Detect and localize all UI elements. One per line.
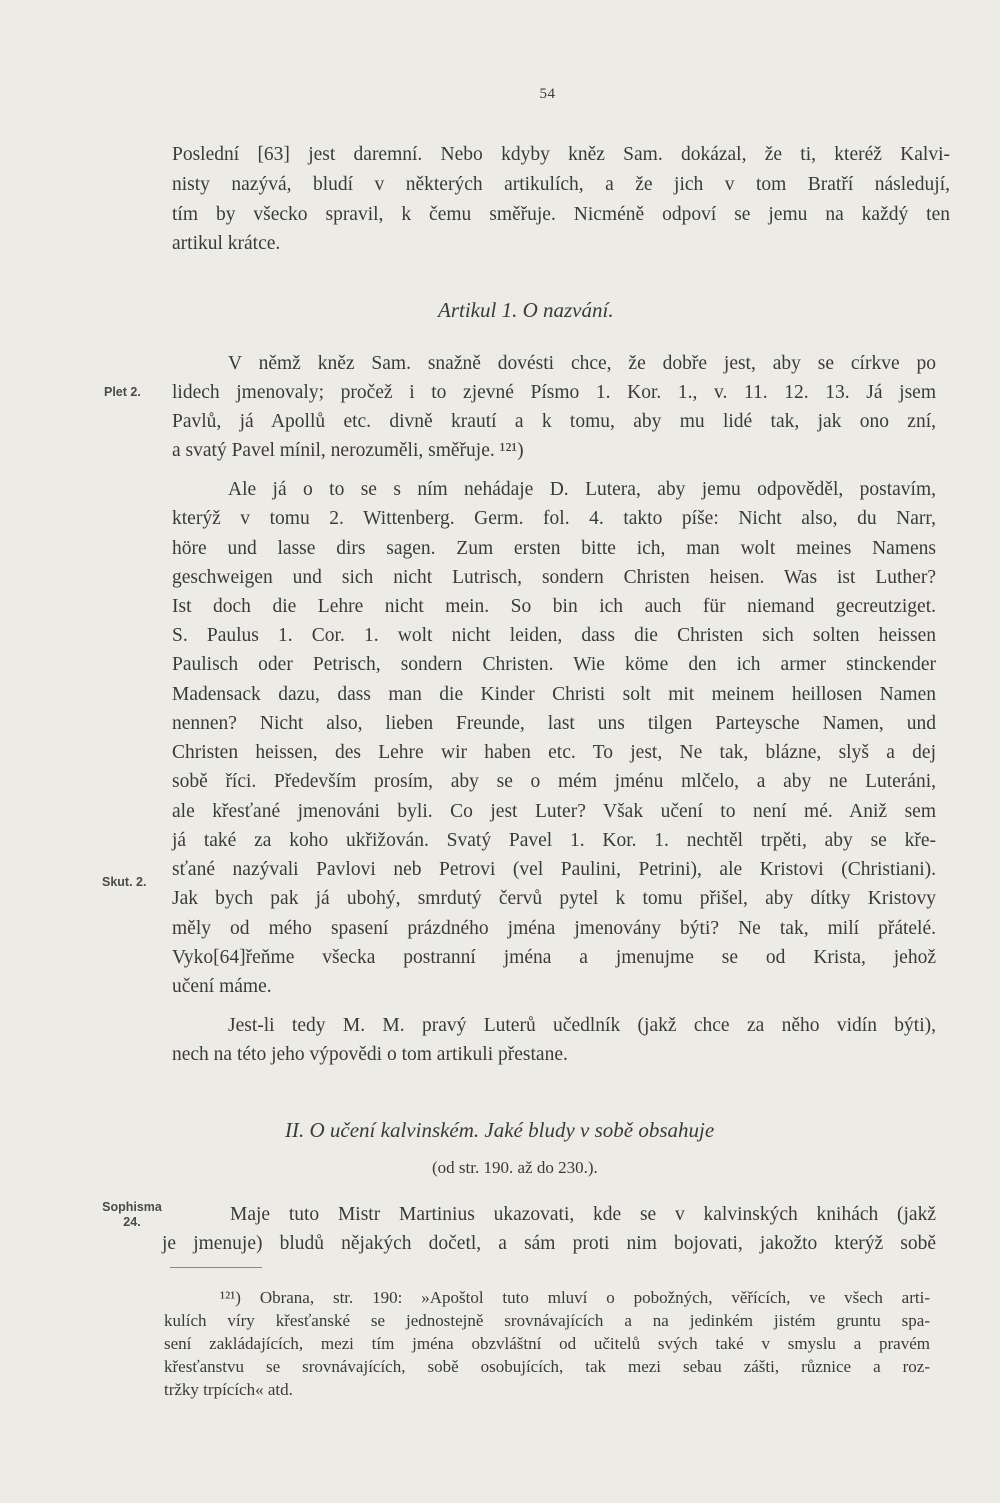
text-line: Poslední [63] jest daremní. Nebo kdyby kněz Sam. dokázal, že ti, kteréž Kalvi- (172, 144, 950, 165)
margin-note-sophisma-label: Sophisma (102, 1200, 162, 1214)
text-line: sobě říci. Především prosím, aby se o mém jménu mlčelo, a aby ne Luteráni, (172, 771, 936, 792)
text-line: höre und lasse dirs sagen. Zum ersten bitte ich, man wolt meines Namens (172, 538, 936, 559)
text-line: tím by všecko spravil, k čemu směřuje. Nicméně odpoví se jemu na každý ten (172, 204, 950, 225)
footnote-line: tržky trpících« atd. (164, 1380, 293, 1399)
section-subheading: (od str. 190. až do 230.). (432, 1158, 598, 1177)
text-line: je jmenuje) bludů nějakých dočetl, a sám proti nim bojovati, jakožto kterýž sobě (162, 1233, 936, 1254)
text-line: Ale já o to se s ním nehádaje D. Lutera, aby jemu odpověděl, postavím, (228, 479, 936, 500)
text-line: nech na této jeho výpovědi o tom artikuli přestane. (172, 1044, 568, 1065)
text-line: nennen? Nicht also, lieben Freunde, last uns tilgen Parteysche Namen, und (172, 713, 936, 734)
margin-note-sophisma-number: 24. (123, 1215, 141, 1229)
footnote-rule (170, 1267, 262, 1268)
margin-note-sophisma (92, 1200, 172, 1230)
text-line: Paulisch oder Petrisch, sondern Christen. Wie köme den ich armer stinckender (172, 654, 936, 675)
page-number: 54 (539, 86, 556, 102)
text-line: S. Paulus 1. Cor. 1. wolt nicht leiden, dass die Christen sich solten heissen (172, 625, 936, 646)
text-line: sťané nazývali Pavlovi neb Petrovi (vel Paulini, Petrini), ale Kristovi (Christiani). (172, 859, 936, 880)
text-line: Jak bych pak já ubohý, smrdutý červů pytel k tomu přišel, aby dítky Kristovy (172, 888, 936, 909)
text-line: V němž kněz Sam. snažně dovésti chce, že dobře jest, aby se církve po (228, 353, 936, 374)
footnote-line: sení zakládajících, mezi tím jména obzvláštní od učitelů svých také v smyslu a pravém (164, 1334, 930, 1353)
footnote-line: křesťanstvu se srovnávajících, sobě osobujících, tak mezi sebau zášti, různice a roz- (164, 1357, 930, 1376)
text-line: měly od mého spasení prázdného jména jmenovány býti? Ne tak, milí přátelé. (172, 918, 936, 939)
text-line: Christen heissen, des Lehre wir haben etc. To jest, Ne tak, blázne, slyš a dej (172, 742, 936, 763)
text-line: já také za koho ukřižován. Svatý Pavel 1. Kor. 1. nechtěl trpěti, aby se kře- (172, 830, 936, 851)
text-line: Ist doch die Lehre nicht mein. So bin ich auch für niemand gecreutziget. (172, 596, 936, 617)
text-line: Madensack dazu, dass man die Kinder Christi solt mit meinem heillosen Namen (172, 684, 936, 705)
text-line: a svatý Pavel mínil, nerozuměli, směřuje. ¹²¹) (172, 440, 524, 461)
text-line: nisty nazývá, bludí v některých artikulích, a že jich v tom Bratří následují, (172, 174, 950, 195)
footnote-line: ¹²¹) Obrana, str. 190: »Apoštol tuto mluví o pobožných, věřících, ve všech arti- (220, 1288, 930, 1307)
section-heading: Artikul 1. O nazvání. (438, 298, 614, 322)
section-heading: II. O učení kalvinském. Jaké bludy v sobě obsahuje (285, 1118, 715, 1142)
margin-note-skut: Skut. 2. (102, 875, 147, 889)
text-line: ale křesťané jmenováni byli. Co jest Luter? Však učení to není mé. Aniž sem (172, 801, 936, 822)
footnote-line: kulích víry křesťanské se jednostejně srovnávajících a na jedinkém jistém gruntu spa- (164, 1311, 930, 1330)
text-line: kterýž v tomu 2. Wittenberg. Germ. fol. 4. takto píše: Nicht also, du Narr, (172, 508, 936, 529)
text-line: Pavlů, já Apollů etc. divně krautí a k tomu, aby mu lidé tak, jak ono zní, (172, 411, 936, 432)
text-line: lidech jmenovaly; pročež i to zjevné Písmo 1. Kor. 1., v. 11. 12. 13. Já jsem (172, 382, 936, 403)
text-line: Maje tuto Mistr Martinius ukazovati, kde se v kalvinských knihách (jakž (230, 1204, 936, 1225)
text-line: geschweigen und sich nicht Lutrisch, sondern Christen heisen. Was ist Luther? (172, 567, 936, 588)
text-line: učení máme. (172, 976, 272, 997)
text-line: artikul krátce. (172, 233, 281, 254)
text-line: Vyko[64]řeňme všecka postranní jména a jmenujme se od Krista, jehož (172, 947, 936, 968)
margin-note-plet: Plet 2. (104, 385, 141, 399)
text-line: Jest-li tedy M. M. pravý Luterů učedlník (jakž chce za něho vidín býti), (228, 1015, 936, 1036)
